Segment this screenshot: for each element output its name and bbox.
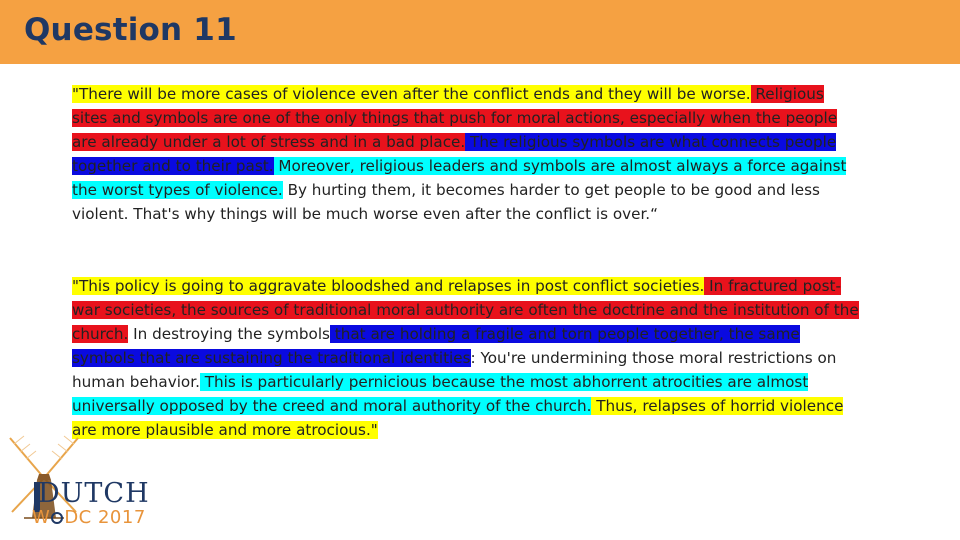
text-segment-blue: The religious symbols are what connects people together and to their past. bbox=[72, 133, 837, 175]
slide-title: Question 11 bbox=[24, 12, 237, 48]
quote-paragraph-1 bbox=[72, 82, 862, 226]
text-segment-red: Religious sites and symbols are one of the only things that push for moral actions, especially when the people are already under a lot of stress and in a bad place. bbox=[72, 85, 838, 151]
logo-w: W bbox=[32, 507, 51, 528]
text-segment-cyan: Moreover, religious leaders and symbols are almost always a force against the worst types of violence. bbox=[72, 157, 847, 199]
text-segment-yellow: Thus, relapses of horrid violence are more plausible and more atrocious." bbox=[72, 397, 844, 439]
text-segment-blue: that are holding a fragile and torn people together, the same symbols that are sustaining the traditional identities bbox=[72, 325, 800, 367]
text-segment-yellow: "There will be more cases of violence even after the conflict ends and they will be worse. bbox=[72, 85, 751, 103]
logo-text-wudc bbox=[32, 507, 146, 528]
logo-dc-2017: DC 2017 bbox=[64, 507, 146, 528]
logo-text-dutch: DUTCH bbox=[38, 478, 150, 509]
text-segment-yellow: "This policy is going to aggravate bloodshed and relapses in post conflict societies. bbox=[72, 277, 705, 295]
text-segment-cyan: This is particularly pernicious because the most abhorrent atrocities are almost universally opposed by the creed and moral authority of the church. bbox=[72, 373, 809, 415]
logo-u-ring-icon bbox=[51, 512, 63, 524]
text-segment-red: In fractured post-war societies, the sources of traditional moral authority are often the doctrine and the institution of the church. bbox=[72, 277, 859, 343]
text-segment-plain: In destroying the symbols bbox=[128, 325, 330, 343]
quote-paragraph-2 bbox=[72, 274, 862, 442]
text-segment-plain: By hurting them, it becomes harder to get people to be good and less violent. That's why things will be much worse even after the conflict is over.“ bbox=[72, 181, 820, 223]
text-segment-plain: : You're undermining those moral restrictions on human behavior. bbox=[72, 349, 837, 391]
dutch-wudc-logo bbox=[4, 430, 154, 535]
